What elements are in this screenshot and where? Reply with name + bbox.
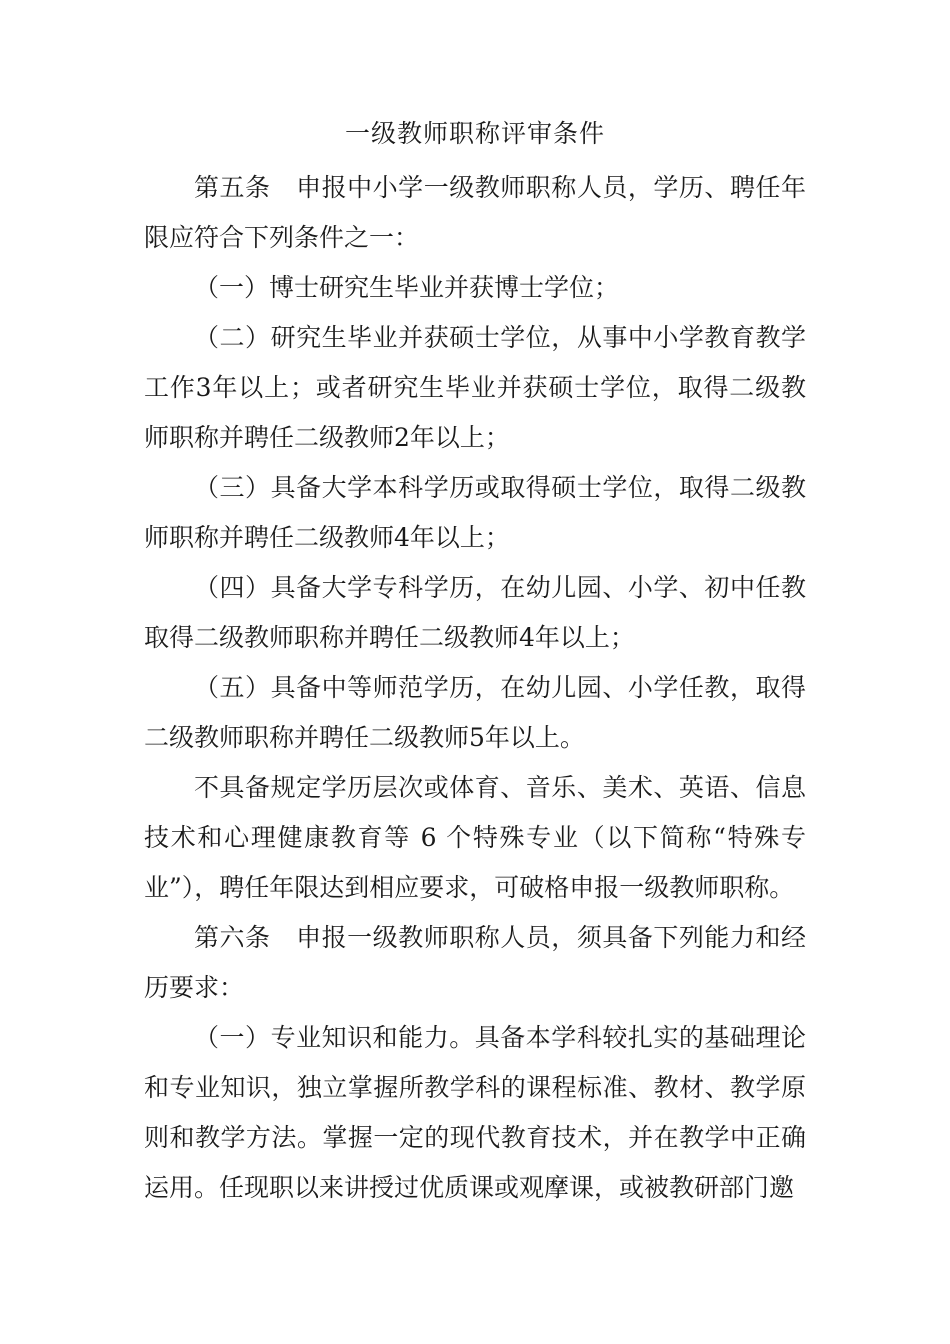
document-body <box>144 163 806 1213</box>
paragraph-item-3: （三）具备大学本科学历或取得硕士学位，取得二级教师职称并聘任二级教师4年以上； <box>144 473 806 552</box>
paragraph-article-6: 第六条 申报一级教师职称人员，须具备下列能力和经历要求： <box>144 923 806 1002</box>
paragraph-item-2: （二）研究生毕业并获硕士学位，从事中小学教育教学工作3年以上；或者研究生毕业并获硕士学位，取得二级教师职称并聘任二级教师2年以上； <box>144 323 806 452</box>
paragraph-item-1: （一）博士研究生毕业并获博士学位； <box>194 273 620 302</box>
paragraph-item-4: （四）具备大学专科学历，在幼儿园、小学、初中任教取得二级教师职称并聘任二级教师4年以上； <box>144 573 806 652</box>
paragraph-ability-1: （一）专业知识和能力。具备本学科较扎实的基础理论和专业知识，独立掌握所教学科的课程标准、教材、教学原则和教学方法。掌握一定的现代教育技术，并在教学中正确运用。任现职以来讲授过优质课或观摩课，或被教研部门邀 <box>144 1023 806 1202</box>
paragraph-exception: 不具备规定学历层次或体育、音乐、美术、英语、信息技术和心理健康教育等 6 个特殊专业（以下简称“特殊专业”），聘任年限达到相应要求，可破格申报一级教师职称。 <box>144 773 806 902</box>
paragraph-item-5: （五）具备中等师范学历，在幼儿园、小学任教，取得二级教师职称并聘任二级教师5年以上。 <box>144 673 806 752</box>
document-title: 一级教师职称评审条件 <box>344 119 605 148</box>
paragraph-article-5: 第五条 申报中小学一级教师职称人员，学历、聘任年限应符合下列条件之一： <box>144 173 806 252</box>
